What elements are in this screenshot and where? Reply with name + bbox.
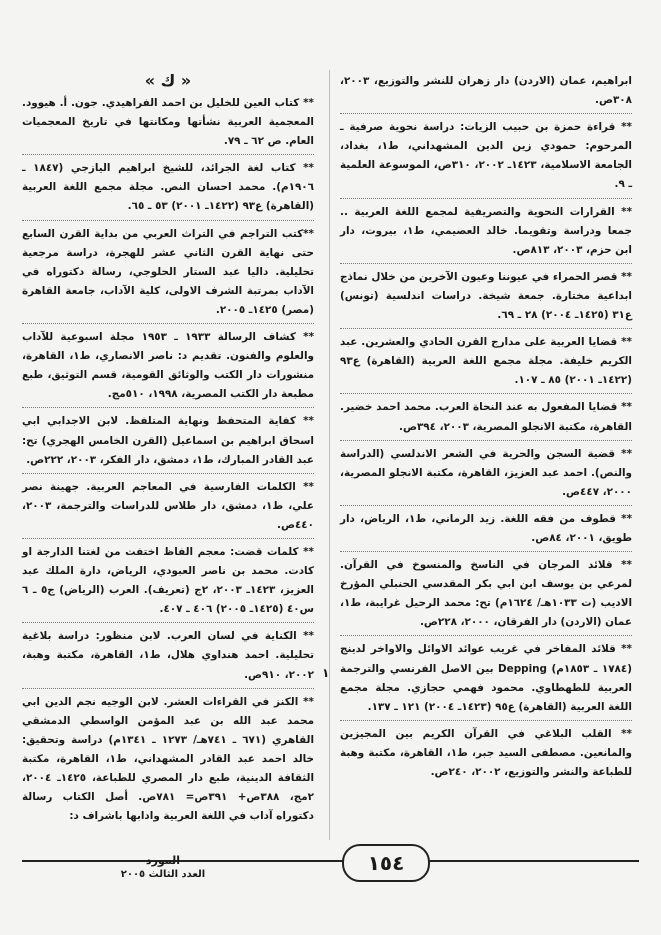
bib-entry: ابراهيم، عمان (الاردن) دار زهران للنشر والتوزيع، ٢٠٠٣، ٣٠٨ص.: [340, 72, 632, 114]
bib-entry: ** الكنز في القراءات العشر. لابن الوجيه نجم الدين ابي محمد عبد الله بن عبد المؤمن الواسطي الدمشقي القاهري (٦٧١ ـ ٧٤١هـ/ ١٢٧٣ ـ ١٣٤١م) دراسة وتحقيق: خالد احمد عبد القادر المشهداني، ط١، القاهرة، مكتبة الثقافة الدينية، طبع دار المصري للطباعة، ١٤٢٥ـ ٢٠٠٤، ٢مج، ٣٨٨ص+ ٣٩١ص= ٧٨١ص. أصل الكتاب رسالة دكتوراه آداب في اللغة العربية وادابها باشراف د:: [22, 695, 315, 823]
page-footer: [22, 838, 639, 898]
bib-entry: **كتب التراجم في التراث العربي من بداية القرن السابع حتى نهاية القرن الثاني عشر للهجرة، دراسة مرجعية تحليلية. داليا عبد الستار الحلوجي، رسالة دكتوراه في الآداب بمرتبة الشرف الاولى، كلية الآداب، جامعة القاهرة (مصر) ١٤٢٥ـ ٢٠٠٥.: [22, 225, 314, 324]
journal-title: المورد: [145, 854, 181, 867]
bib-entry: ** قراءة حمزة بن حبيب الزيات: دراسة نحوية صرفية ـ المرحوم: حمودي زين الدين المشهداني، ط١، بغداد، الجامعة الاسلامية، ١٤٢٣ـ ٢٠٠٢، ٣١٠ص، الموسوعة العلمية ـ ٩.: [340, 118, 632, 198]
bib-entry: ** كفاية المتحفظ ونهاية المتلفظ. لابن الاجدابي ابي اسحاق ابراهيم بن اسماعيل (القرن الخامس الهجري) تح: عبد القادر المبارك، ط١، دمشق، دار الفكر، ٢٠٠٣، ٢٢٢ص.: [22, 412, 314, 473]
page-number: ١٥٤: [342, 844, 430, 882]
journal-masthead: [108, 854, 218, 882]
bib-entry: ** قضايا المفعول به عند النحاة العرب. محمد احمد خضير. القاهرة، مكتبة الانجلو المصرية، ٢٠٠٣، ٣٩٤ص.: [340, 398, 632, 440]
bib-entry: ** قضية السجن والحرية في الشعر الاندلسي (الدراسة والنص). احمد عبد العزيز، القاهرة، مكتبة الانجلو المصرية، ٢٠٠٠، ٤٤٧ص.: [340, 445, 632, 506]
left-column: [22, 72, 314, 833]
bib-entry: ** قلائد المرجان في الناسخ والمنسوخ في القرآن. لمرعي بن يوسف ابن ابي بكر المقدسي الحنبلي المؤرخ الاديب (ت ١٠٣٣هـ/ ١٦٢٤م) تح: محمد الرحيل غرايبة، ط١، عمان (الاردن) دار الفرقان، ٢٠٠٠، ٢٢٨ص.: [340, 556, 632, 636]
journal-issue: العدد الثالث ٢٠٠٥: [120, 869, 206, 880]
bib-entry: ** قضايا العربية على مدارج القرن الحادي والعشرين. عبد الكريم خليفة. مجلة مجمع اللغة العربية (القاهرة) ع٩٣ (١٤٢٢ـ ٢٠٠١) ٨٥ ـ ١٠٧.: [340, 333, 632, 394]
bib-entry: ** كلمات قضت: معجم الفاظ اختفت من لغتنا الدارجة او كادت. محمد بن ناصر العبودي، الرياض، دارة الملك عبد العزيز، ١٤٢٣ـ ٢٠٠٣، ٢ج (تعريف). العرب (الرياض) ج٥ ـ ٦ س٤٠ (١٤٢٥ـ ٢٠٠٥) ٤٠٦ ـ ٤٠٧.: [22, 543, 314, 623]
bib-entry: ** كتاب العين للخليل بن احمد الفراهيدي. جون. أ. هيوود. المعجمية العربية نشأتها ومكانتها في تاريخ المعجميات العام. ص ٦٢ ـ ٧٩.: [22, 94, 314, 155]
bib-entry: ** قلائد المفاخر في غريب عوائد الاوائل والاواخر لدينج (١٧٨٤ ـ ١٨٥٣م) Depping بين الاصل الفرنسي والترجمة العربية للطهطاوي. محمود فهمي حجازي. مجلة مجمع اللغة العربية (القاهرة) ع٩٥ (١٤٢٣ـ ٢٠٠٤) ١٢١ ـ ١٣٧.: [340, 640, 632, 720]
right-column: [340, 72, 632, 789]
bib-entry: ** الكناية في لسان العرب. لابن منظور: دراسة بلاغية تحليلية. احمد هنداوي هلال، ط١، القاهرة، مكتبة وهبة، ٢٠٠٢، ٩١٠ص.: [22, 627, 314, 688]
bib-entry: ** قطوف من فقه اللغة. زيد الرماني، ط١، الرياض، دار طويق، ٢٠٠١، ٨٤ص.: [340, 510, 632, 552]
bib-entry: ** كشاف الرسالة ١٩٣٣ ـ ١٩٥٣ مجلة اسبوعية للآداب والعلوم والفنون. تقديم د: ناصر الانصاري، ط١، القاهرة، منشورات دار الكتب والوثائق القومية، قسم التوثيق، طبع مطبعة دار الكتب المصرية، ١٩٩٨، ٥١٠مج.: [22, 328, 314, 408]
bib-entry: ** القلب البلاغي في القرآن الكريم بين المجيزين والمانعين. مصطفى السيد جبر، ط١، القاهرة، مكتبة وهبة للطباعة والنشر والتوزيع، ٢٠٠٢، ٢٤٠ص.: [340, 727, 633, 778]
margin-mark: ١: [322, 666, 330, 680]
column-divider: [329, 70, 330, 840]
bib-entry: ** كتاب لغة الجرائد، للشيخ ابراهيم اليازجي (١٨٤٧ ـ ١٩٠٦م). محمد احسان النص. مجلة مجمع اللغة العربية (القاهرة) ع٩٣ (١٤٢٢ـ ٢٠٠١) ٥٣ ـ ٦٥.: [22, 159, 314, 220]
bib-entry: ** قصر الحمراء في عيوننا وعيون الآخرين من خلال نماذج ابداعية مختارة. جمعة شيخة. دراسات اندلسية (تونس) ع٣١ (١٤٢٥ـ ٢٠٠٤) ٢٨ ـ ٦٩.: [340, 268, 632, 329]
section-letter-heading: « ك »: [144, 71, 192, 90]
bib-entry: ** الكلمات الفارسية في المعاجم العربية. جهينة نصر علي، ط١، دمشق، دار طلاس للدراسات والترجمة، ٢٠٠٣، ٤٤٠ص.: [22, 478, 314, 539]
bib-entry: ** القرارات النحوية والتصريفية لمجمع اللغة العربية .. جمعا ودراسة وتقويما. خالد العصيمي، ط١، بيروت، دار ابن حزم، ٢٠٠٣، ٨١٣ص.: [340, 203, 632, 264]
